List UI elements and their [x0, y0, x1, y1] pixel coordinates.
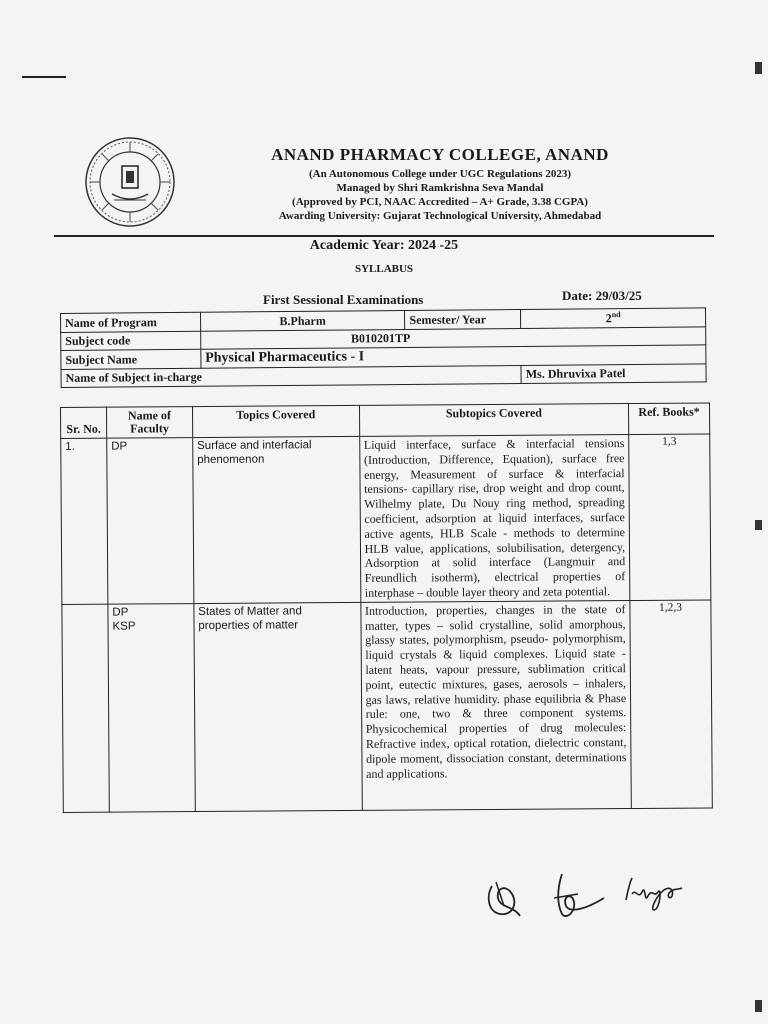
header-divider — [54, 235, 714, 237]
row-ref: 1,3 — [629, 434, 711, 600]
exam-title: First Sessional Examinations — [263, 292, 424, 307]
row-faculty: DP KSP — [108, 603, 195, 812]
edge-mark-top — [755, 62, 762, 74]
row-subtopics: Introduction, properties, changes in the state of matter, types – solid crystalline, solid amorphous, glassy states, polymorphism, pseudo- polymorphism, liquid crystals & liquid complexes. Liquid state - latent heats, vapour pressure, sublimation critical point, eutectic mixtures, gases, aerosols – inhalers, gas laws, relative humidity. phase equilibria & Phase rule: one, two & three component systems. Physicochemical properties of drug molecules: Refractive index, optical rotation, dielectric constant, dipole moment, dissociation constant, determinations and applications. — [360, 600, 631, 810]
header-subtopics: Subtopics Covered — [359, 404, 629, 437]
signature-1 — [484, 876, 526, 922]
row-ref: 1,2,3 — [630, 600, 712, 809]
row-topic: States of Matter and properties of matter — [194, 602, 362, 811]
exam-date: Date: 29/03/25 — [562, 288, 642, 303]
subject-label: Subject Name — [61, 349, 201, 369]
header-faculty: Name of Faculty — [106, 407, 192, 439]
signature-3 — [620, 870, 686, 914]
semester-value: 2 — [605, 311, 612, 326]
subject-info-table — [60, 307, 707, 388]
college-university: Awarding University: Gujarat Technological University, Ahmedabad — [278, 210, 602, 222]
row-topic: Surface and interfacial phenomenon — [193, 436, 361, 603]
edge-mark-bottom — [755, 1000, 762, 1012]
header-topics: Topics Covered — [192, 405, 359, 437]
incharge-value: Ms. Dhruvixa Patel — [521, 364, 706, 384]
row-subtopics: Liquid interface, surface & interfacial tensions (Introduction, Difference, Equation), surface free energy, Measurement of surface & interfacial tensions- capillary rise, drop weight and drop count, Wilhelmy plate, Du Nouy ring method, spreading coefficient, adsorption at liquid interfaces, surface active agents, HLB Scale - methods to determine HLB value, applications, solubilisation, detergency, Adsorption at solid interface (Langmuir and Freundlich isotherm), electrical properties of interphase – double layer theory and zeta potential. — [359, 435, 630, 603]
table-row — [62, 600, 712, 813]
incharge-label: Name of Subject in-charge — [61, 365, 521, 387]
semester-label: Semester/ Year — [405, 309, 521, 329]
syllabus-label: SYLLABUS — [354, 263, 414, 275]
code-value: B010201TP — [200, 327, 705, 349]
semester-value-cell — [521, 308, 706, 329]
syllabus-table — [60, 402, 713, 812]
college-management: Managed by Shri Ramkrishna Seva Mandal — [336, 182, 544, 194]
header-ref: Ref. Books* — [629, 403, 710, 435]
edge-mark-middle — [755, 520, 762, 530]
program-value: B.Pharm — [200, 310, 405, 331]
college-status: (An Autonomous College under UGC Regulations 2023) — [309, 168, 571, 180]
signature-2 — [548, 868, 606, 924]
margin-dash — [22, 76, 66, 78]
college-seal-icon — [84, 136, 176, 228]
semester-suffix: nd — [611, 310, 621, 320]
academic-year: Academic Year: 2024 -25 — [309, 238, 459, 253]
row-faculty: DP — [107, 438, 194, 604]
header-sr: Sr. No. — [61, 407, 107, 438]
table-row — [61, 434, 711, 604]
row-sr: 1. — [61, 438, 108, 604]
college-accreditation: (Approved by PCI, NAAC Accredited – A+ Grade, 3.38 CGPA) — [292, 196, 588, 208]
subject-value: Physical Pharmaceutics - I — [201, 345, 706, 368]
college-name: ANAND PHARMACY COLLEGE, ANAND — [271, 145, 609, 164]
row-sr — [62, 604, 109, 812]
program-label: Name of Program — [61, 312, 201, 332]
syllabus-header-row — [61, 403, 710, 439]
code-label: Subject code — [61, 331, 201, 350]
